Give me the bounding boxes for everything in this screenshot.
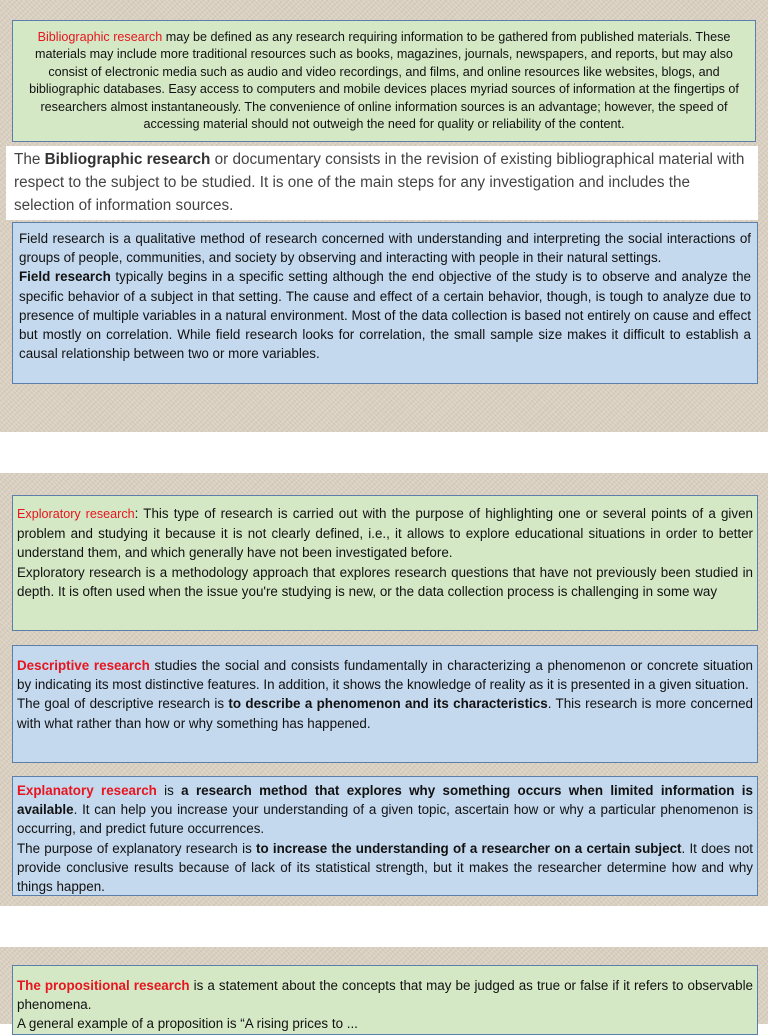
propositional-research-paragraph-2: A general example of a proposition is “A rising prices to ...	[17, 1016, 358, 1032]
bibliographic-research-box	[12, 20, 756, 142]
documentary-term: Bibliographic research	[44, 151, 211, 168]
exploratory-research-paragraph-1	[17, 504, 753, 563]
propositional-research-text: is a statement about the concepts that may be judged as true or false if it refers to observable phenomena.	[17, 978, 754, 1013]
explanatory-research-box	[12, 776, 758, 896]
documentary-text: or documentary consists in the revision of existing bibliographical material with respect to the subject to be studied. It is one of the main steps for any investigation and includes the selection of information sources.	[14, 151, 745, 214]
exploratory-research-paragraph-2: Exploratory research is a methodology approach that explores research questions that have not previously been studied in depth. It is often used when the issue you're studying is new, or the data collection process is challenging in some way	[17, 564, 753, 599]
propositional-research-paragraph-1	[17, 976, 753, 1014]
descriptive-research-paragraph-1	[17, 656, 753, 694]
propositional-research-term: The propositional research	[17, 978, 190, 993]
documentary-research-box	[6, 146, 758, 220]
field-research-term: Field research	[19, 269, 111, 285]
explanatory-research-term: Explanatory research	[17, 783, 157, 798]
field-research-paragraph-2	[19, 267, 751, 363]
explanatory-definition-bold: a research method that explores why something occurs when limited information is available	[17, 783, 753, 818]
explanatory-purpose-suffix: . It does not provide conclusive results because of lack of its statistical strength, but it makes the researcher determine how and why things happen.	[17, 840, 754, 895]
explanatory-purpose-bold: to increase the understanding of a researcher on a certain subject	[256, 840, 682, 856]
descriptive-research-text: studies the social and consists fundamentally in characterizing a phenomenon or concrete situation by indicating its most distinctive features. In addition, it shows the knowledge of reality as it is presented in a given situation.	[17, 658, 753, 693]
documentary-research-paragraph	[14, 148, 750, 217]
explanatory-research-text: . It can help you increase your understanding of a given topic, ascertain how or why a particular phenomenon is occurring, and predict future occurrences.	[17, 802, 753, 837]
field-research-paragraph-1: Field research is a qualitative method of research concerned with understanding and interpreting the social interactions of groups of people, communities, and society by observing and interacting with people in their natural settings.	[19, 231, 751, 266]
exploratory-research-text: : This type of research is carried out with the purpose of highlighting one or several points of a given problem and studying it because it is not clearly defined, i.e., it allows to explore educational situations in order to better understand them, and which generally have not been investigated before.	[17, 506, 753, 561]
descriptive-goal-prefix: The goal of descriptive research is	[17, 696, 229, 712]
field-research-text: typically begins in a specific setting although the end objective of the study is to observe and analyze the specific behavior of a subject in that setting. The cause and effect of a certain behavior, though, is tough to analyze due to presence of multiple variables in a natural environment. Most of the data collection is based not entirely on cause and effect but mostly on correlation. While field research looks for correlation, the small sample size makes it difficult to establish a causal relationship between two or more variables.	[19, 269, 751, 362]
bibliographic-research-paragraph	[23, 29, 745, 133]
documentary-prefix: The	[14, 151, 45, 168]
propositional-research-box	[12, 965, 758, 1035]
exploratory-research-box	[12, 495, 758, 631]
field-research-box	[12, 222, 758, 384]
explanatory-research-paragraph-2	[17, 839, 753, 897]
descriptive-goal-bold: to describe a phenomenon and its characteristics	[228, 696, 548, 712]
exploratory-research-term: Exploratory research	[17, 507, 135, 521]
bibliographic-research-term: Bibliographic research	[37, 30, 163, 44]
descriptive-research-box	[12, 645, 758, 763]
descriptive-research-term: Descriptive research	[17, 658, 150, 673]
explanatory-research-paragraph-1	[17, 781, 753, 839]
explanatory-purpose-prefix: The purpose of explanatory research is	[17, 840, 256, 856]
bibliographic-research-text: may be defined as any research requiring information to be gathered from published materials. These materials may include more traditional resources such as books, magazines, journals, newspapers, and reports, but may also consist of electronic media such as audio and video recordings, and films, and online resources like websites, blogs, and bibliographic databases. Easy access to computers and mobile devices places myriad sources of information at the fingertips of researchers almost instantaneously. The convenience of online information sources is an advantage; however, the speed of accessing material should not outweigh the need for quality or reliability of the content.	[29, 30, 739, 132]
descriptive-goal-suffix: . This research is more concerned with what rather than how or why something has happened.	[17, 696, 753, 731]
descriptive-research-paragraph-2	[17, 694, 753, 732]
explanatory-connector: is	[156, 783, 182, 798]
